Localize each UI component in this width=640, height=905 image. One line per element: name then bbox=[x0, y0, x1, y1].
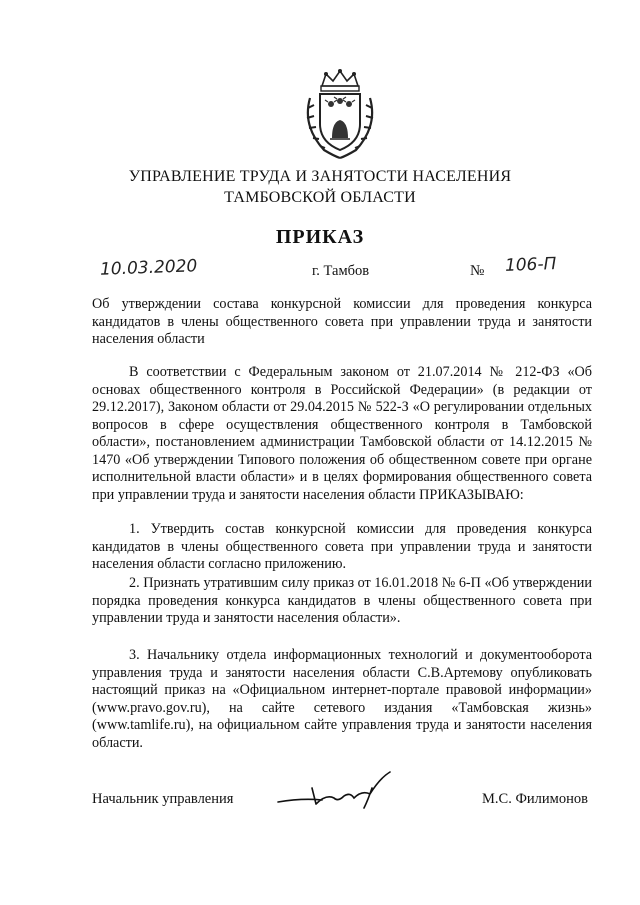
tambov-coat-of-arms-icon bbox=[296, 68, 384, 160]
document-number-sign: № bbox=[470, 263, 485, 279]
signer-position: Начальник управления bbox=[92, 791, 234, 807]
order-item-2: 2. Признать утратившим силу приказ от 16.01.2018 № 6-П «Об утверждении порядка проведения конкурса кандидатов в члены общественного совета при управлении труда и занятости населения области». bbox=[92, 575, 592, 626]
document-title: ПРИКАЗ bbox=[275, 226, 365, 248]
order-item-1: 1. Утвердить состав конкурсной комиссии для проведения конкурса кандидатов в члены общественного совета при управлении труда и занятости населения области согласно приложению. bbox=[92, 521, 592, 572]
document-city: г. Тамбов bbox=[312, 263, 370, 279]
document-preamble: В соответствии с Федеральным законом от 21.07.2014 № 212-ФЗ «Об основах общественного контроля в Российской Федерации» (в редакции от 29.12.2017), Законом области от 29.04.2015 № 522-З «О регулировании отдельных вопросов в сфере осуществления общественного контроля в Тамбовской области», постановлением администрации Тамбовской области от 14.12.2015 № 1470 «Об утверждении Типового положения об общественном совете при органе исполнительной власти области» и в целях формирования общественного совета при управлении труда и занятости населения области ПРИКАЗЫВАЮ: bbox=[92, 364, 592, 503]
agency-name-line2: ТАМБОВСКОЙ ОБЛАСТИ bbox=[224, 189, 416, 206]
document-number: 106-П bbox=[504, 254, 557, 276]
document-subject: Об утверждении состава конкурсной комиссии для проведения конкурса кандидатов в члены общественного совета при управлении труда и занятости населения области bbox=[92, 296, 592, 347]
order-item-3: 3. Начальнику отдела информационных технологий и документооборота управления труда и занятости населения области С.В.Артемову опубликовать настоящий приказ на «Официальном интернет-портале правовой информации» (www.pravo.gov.ru), на сайте сетевого издания «Тамбовская жизнь» (www.tamlife.ru), на официальном сайте управления труда и занятости населения области. bbox=[92, 647, 592, 751]
signer-name: М.С. Филимонов bbox=[482, 791, 588, 807]
agency-name-line1: УПРАВЛЕНИЕ ТРУДА И ЗАНЯТОСТИ НАСЕЛЕНИЯ bbox=[128, 168, 512, 185]
handwritten-signature bbox=[272, 768, 402, 810]
document-date: 10.03.2020 bbox=[99, 256, 198, 280]
